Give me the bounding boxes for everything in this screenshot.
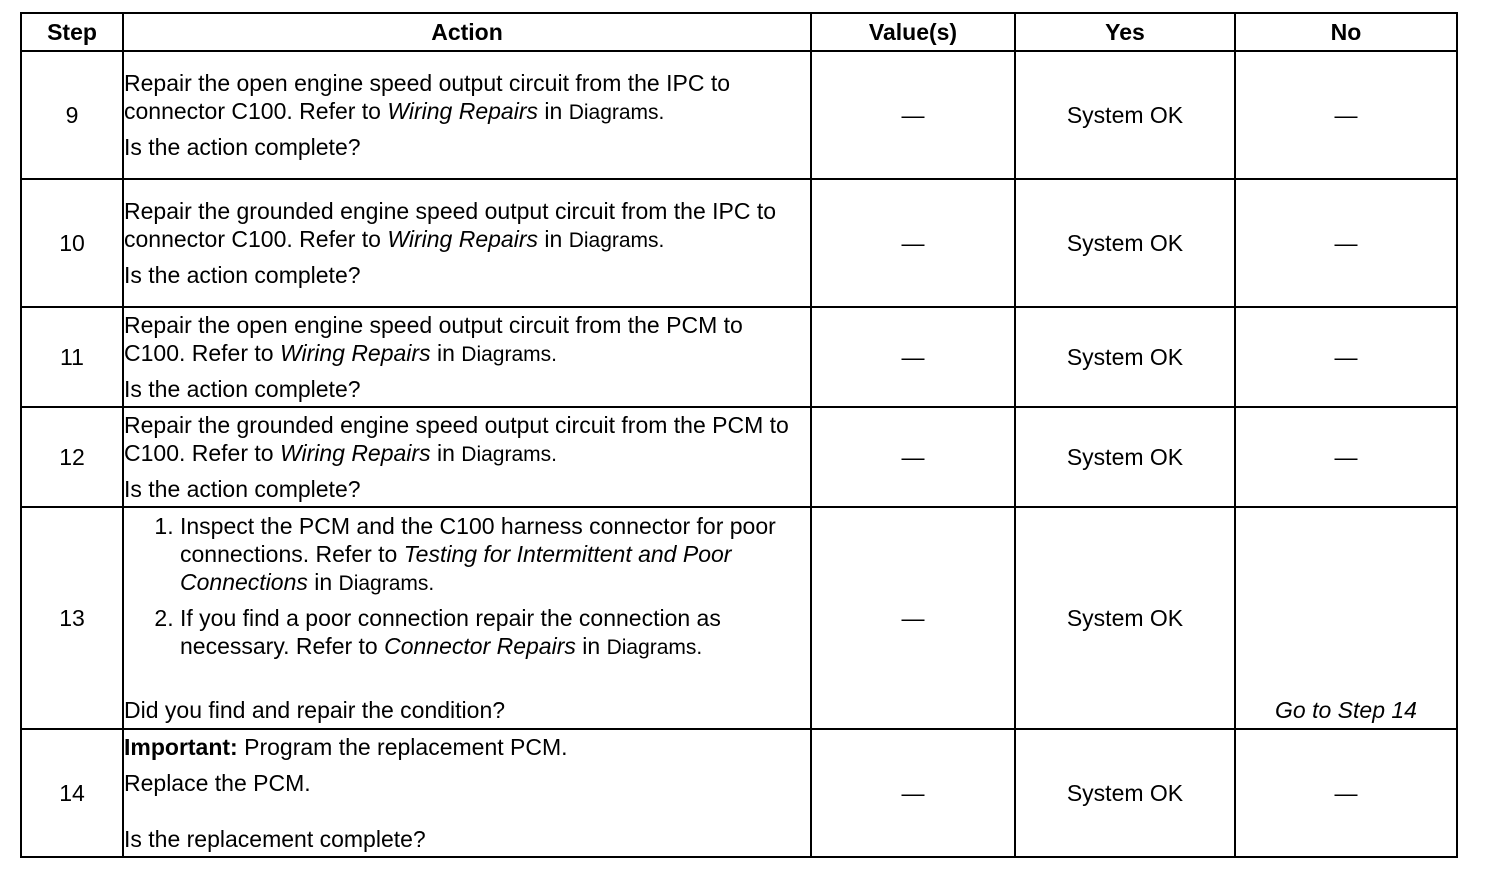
table-row [21, 307, 1457, 407]
value-cell: — [811, 407, 1015, 507]
action-cell [123, 51, 811, 179]
no-cell: — [1235, 407, 1457, 507]
table-row [21, 507, 1457, 729]
step-number: 11 [21, 307, 123, 407]
action-cell [123, 407, 811, 507]
value-cell: — [811, 729, 1015, 857]
important-label: Important: [124, 734, 238, 760]
value-cell: — [811, 51, 1015, 179]
step-number: 14 [21, 729, 123, 857]
action-cell [123, 507, 811, 729]
table-row [21, 407, 1457, 507]
action-text: Repair the grounded engine speed output circuit from the IPC to connector C100. Refer to Wiring Repairs in Diagrams. [124, 198, 777, 252]
action-cell [123, 729, 811, 857]
action-question: Is the action complete? [124, 376, 361, 402]
reference-link: Connector Repairs [384, 633, 576, 659]
yes-cell: System OK [1015, 51, 1235, 179]
action-question: Is the action complete? [124, 134, 361, 160]
value-cell: — [811, 507, 1015, 729]
value-cell: — [811, 307, 1015, 407]
step-number: 13 [21, 507, 123, 729]
yes-cell: System OK [1015, 407, 1235, 507]
step-number: 9 [21, 51, 123, 179]
action-question: Is the replacement complete? [124, 826, 426, 852]
diagnostic-table [20, 12, 1458, 858]
reference-link: Wiring Repairs [387, 226, 538, 252]
no-cell: — [1235, 179, 1457, 307]
yes-cell: System OK [1015, 179, 1235, 307]
header-step: Step [21, 13, 123, 51]
header-no: No [1235, 13, 1457, 51]
action-question: Is the action complete? [124, 476, 361, 502]
action-text: Replace the PCM. [124, 770, 311, 796]
action-cell [123, 307, 811, 407]
no-cell: — [1235, 307, 1457, 407]
yes-cell: System OK [1015, 729, 1235, 857]
header-values: Value(s) [811, 13, 1015, 51]
no-cell: — [1235, 51, 1457, 179]
substep-1: 1. Inspect the PCM and the C100 harness connector for poor connections. Refer to Testing for Intermittent and Poor Connections in Diagrams. [180, 512, 810, 598]
no-cell: — [1235, 729, 1457, 857]
diagnostic-table-sheet [20, 12, 1458, 858]
reference-link: Wiring Repairs [279, 440, 431, 466]
action-text: Repair the open engine speed output circuit from the PCM to C100. Refer to Wiring Repairs in Diagrams. [124, 312, 743, 366]
header-action: Action [123, 13, 811, 51]
reference-link: Wiring Repairs [279, 340, 431, 366]
value-cell: — [811, 179, 1015, 307]
action-cell [123, 179, 811, 307]
action-question: Did you find and repair the condition? [124, 697, 506, 723]
table-header-row [21, 13, 1457, 51]
table-row [21, 179, 1457, 307]
action-text: Repair the open engine speed output circuit from the IPC to connector C100. Refer to Wiring Repairs in Diagrams. [124, 70, 731, 124]
action-question: Is the action complete? [124, 262, 361, 288]
action-substeps [124, 512, 810, 662]
table-row [21, 729, 1457, 857]
table-row [21, 51, 1457, 179]
yes-cell: System OK [1015, 307, 1235, 407]
substep-2: 2. If you find a poor connection repair the connection as necessary. Refer to Connector Repairs in Diagrams. [180, 604, 810, 662]
step-number: 12 [21, 407, 123, 507]
important-note: Important: Program the replacement PCM. [124, 734, 568, 760]
reference-link: Testing for Intermittent and Poor Connections [180, 541, 732, 595]
yes-cell: System OK [1015, 507, 1235, 729]
action-text: Repair the grounded engine speed output circuit from the PCM to C100. Refer to Wiring Repairs in Diagrams. [124, 412, 789, 466]
reference-link: Wiring Repairs [387, 98, 538, 124]
step-number: 10 [21, 179, 123, 307]
no-cell-goto-step: Go to Step 14 [1235, 507, 1457, 729]
header-yes: Yes [1015, 13, 1235, 51]
